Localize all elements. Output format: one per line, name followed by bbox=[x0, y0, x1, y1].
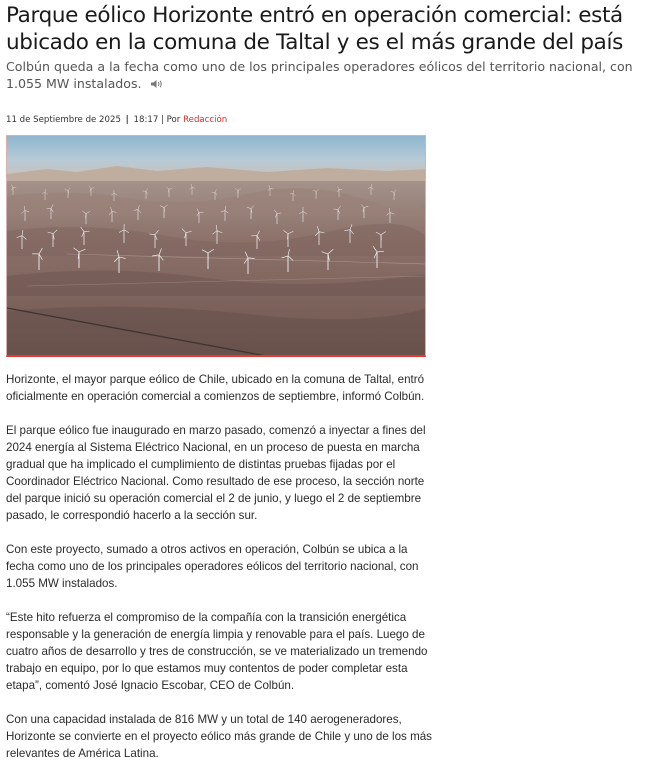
article-byline bbox=[6, 114, 644, 126]
author-link[interactable]: Redacción bbox=[183, 115, 227, 125]
article-headline: Parque eólico Horizonte entró en operación comercial: está ubicado en la comuna de Taltal y es el más grande del país bbox=[6, 2, 644, 56]
publish-date: 11 de Septiembre de 2025 bbox=[6, 115, 121, 125]
article-paragraph-3: Con este proyecto, sumado a otros activos en operación, Colbún se ubica a la fecha como uno de los principales operadores eólicos del territorio nacional, con 1.055 MW instalados. bbox=[6, 541, 436, 592]
article-subhead bbox=[6, 58, 644, 93]
subhead-text: Colbún queda a la fecha como uno de los principales operadores eólicos del territorio nacional, con 1.055 MW instalados. bbox=[6, 59, 633, 91]
byline-separator: | bbox=[126, 115, 129, 125]
article-body bbox=[6, 371, 436, 762]
article-paragraph-2: El parque eólico fue inaugurado en marzo pasado, comenzó a inyectar a fines del 2024 energía al Sistema Eléctrico Nacional, en un proceso de puesta en marcha gradual que ha implicado el cumplimiento de distintas pruebas fijadas por el Coordinador Eléctrico Nacional. Como resultado de ese proceso, la sección norte del parque inició su operación comercial el 2 de junio, y luego el 2 de septiembre pasado, le correspondió hacerlo a la sección sur. bbox=[6, 422, 436, 524]
byline-prefix: | Por bbox=[161, 115, 180, 125]
publish-time: 18:17 bbox=[134, 115, 159, 125]
article-paragraph-4: “Este hito refuerza el compromiso de la compañía con la transición energética responsable y la generación de energía limpia y renovable para el país. Luego de cuatro años de desarrollo y tres de construcción, se ve materializado un tremendo trabajo en equipo, por lo que estamos muy contentos de poder completar esta etapa”, comentó José Ignacio Escobar, CEO de Colbún. bbox=[6, 609, 436, 694]
article-paragraph-5: Con una capacidad instalada de 816 MW y un total de 140 aerogeneradores, Horizonte se convierte en el proyecto eólico más grande de Chile y uno de los más relevantes de América Latina. bbox=[6, 711, 436, 762]
article-hero-image bbox=[6, 135, 426, 357]
speaker-icon[interactable] bbox=[150, 76, 164, 93]
wind-farm-photo bbox=[7, 136, 426, 357]
article-paragraph-1: Horizonte, el mayor parque eólico de Chile, ubicado en la comuna de Taltal, entró oficialmente en operación comercial a comienzos de septiembre, informó Colbún. bbox=[6, 371, 436, 405]
